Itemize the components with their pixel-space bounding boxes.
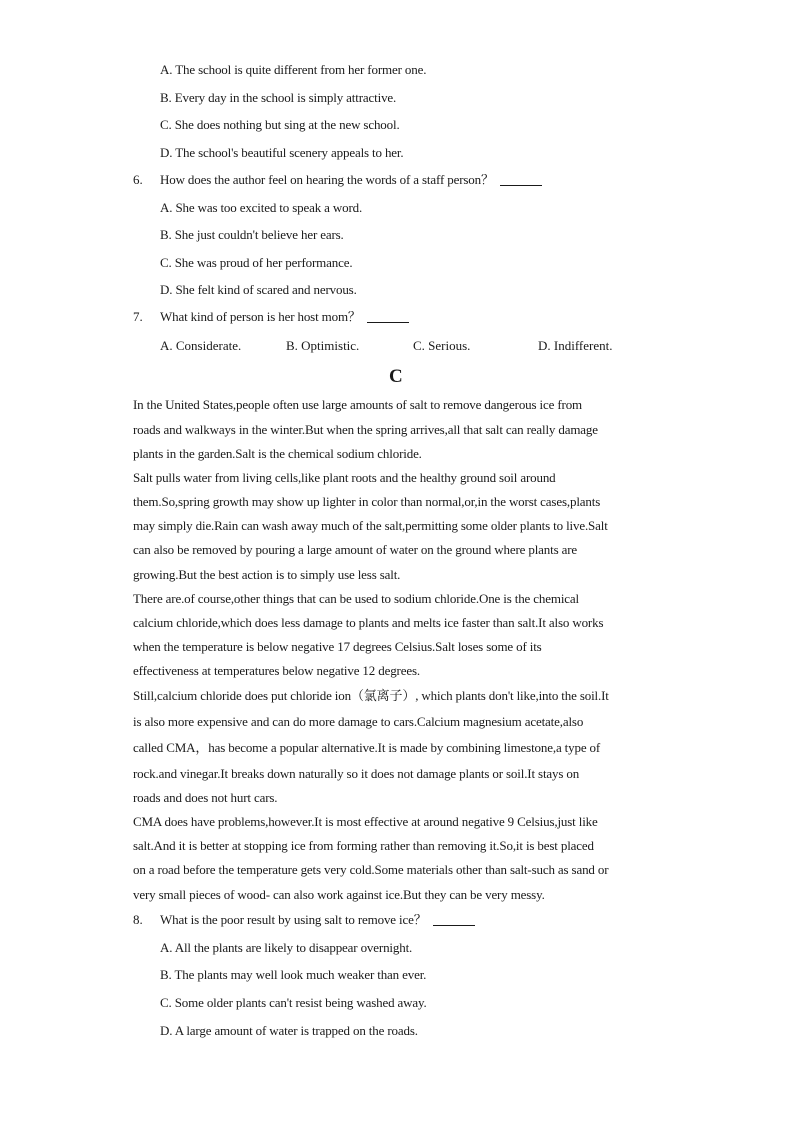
passage-line: may simply die.Rain can wash away much of the salt,permitting some older plants to live.Salt — [133, 518, 608, 533]
passage-line: Salt pulls water from living cells,like plant roots and the healthy ground soil around — [133, 470, 556, 485]
q8-number: 8. — [133, 912, 143, 927]
q7-option-d: D. Indifferent. — [538, 338, 613, 353]
passage-line: on a road before the temperature gets very cold.Some materials other than salt-such as sand or — [133, 862, 609, 877]
passage-line: In the United States,people often use large amounts of salt to remove dangerous ice from — [133, 397, 583, 412]
q7-text: What kind of person is her host mom？ — [160, 309, 361, 324]
passage-line: when the temperature is below negative 17 degrees Celsius.Salt loses some of its — [133, 639, 542, 654]
q8-answer-blank[interactable] — [433, 924, 475, 926]
passage-line: There are.of course,other things that can be used to sodium chloride.One is the chemical — [133, 591, 579, 606]
passage-line: Still,calcium chloride does put chloride ion（氯离子）, which plants don't like,into the soil.It — [133, 688, 609, 703]
section-heading: C — [389, 366, 403, 387]
q5-option-a: A. The school is quite different from her former one. — [160, 62, 427, 77]
q8-option-c: C. Some older plants can't resist being washed away. — [160, 995, 427, 1010]
q7-stem — [160, 308, 409, 326]
q8-option-b: B. The plants may well look much weaker than ever. — [160, 967, 427, 982]
q7-option-c: C. Serious. — [413, 338, 471, 353]
passage-line: roads and walkways in the winter.But when the spring arrives,all that salt can really damage — [133, 422, 598, 437]
q6-answer-blank[interactable] — [500, 184, 542, 186]
q7-answer-blank[interactable] — [367, 321, 409, 323]
passage-line: effectiveness at temperatures below negative 12 degrees. — [133, 663, 420, 678]
q7-option-a: A. Considerate. — [160, 338, 242, 353]
q5-option-c: C. She does nothing but sing at the new school. — [160, 117, 400, 132]
passage-line: roads and does not hurt cars. — [133, 790, 278, 805]
passage-line: salt.And it is better at stopping ice from forming rather than removing it.So,it is best placed — [133, 838, 594, 853]
q6-option-b: B. She just couldn't believe her ears. — [160, 227, 344, 242]
passage-line: growing.But the best action is to simply use less salt. — [133, 567, 401, 582]
q7-number: 7. — [133, 309, 143, 324]
passage-line: calcium chloride,which does less damage to plants and melts ice faster than salt.It also works — [133, 615, 604, 630]
q8-option-a: A. All the plants are likely to disappear overnight. — [160, 940, 413, 955]
q8-option-d: D. A large amount of water is trapped on the roads. — [160, 1023, 418, 1038]
q7-option-b: B. Optimistic. — [286, 338, 360, 353]
passage-line: can also be removed by pouring a large amount of water on the ground where plants are — [133, 542, 578, 557]
q6-number: 6. — [133, 172, 143, 187]
q5-option-b: B. Every day in the school is simply attractive. — [160, 90, 397, 105]
q5-option-d: D. The school's beautiful scenery appeals to her. — [160, 145, 404, 160]
q6-stem — [160, 171, 542, 189]
q8-text: What is the poor result by using salt to remove ice？ — [160, 912, 427, 927]
q6-text: How does the author feel on hearing the words of a staff person？ — [160, 172, 494, 187]
q6-option-d: D. She felt kind of scared and nervous. — [160, 282, 357, 297]
passage-line: is also more expensive and can do more damage to cars.Calcium magnesium acetate,also — [133, 714, 584, 729]
passage-line: CMA does have problems,however.It is most effective at around negative 9 Celsius,just like — [133, 814, 598, 829]
passage-line: plants in the garden.Salt is the chemical sodium chloride. — [133, 446, 422, 461]
q8-stem — [160, 911, 475, 929]
q6-option-c: C. She was proud of her performance. — [160, 255, 353, 270]
passage-line: them.So,spring growth may show up lighter in color than normal,or,in the worst cases,plants — [133, 494, 601, 509]
passage-line: very small pieces of wood- can also work against ice.But they can be very messy. — [133, 887, 545, 902]
passage-line: rock.and vinegar.It breaks down naturally so it does not damage plants or soil.It stays on — [133, 766, 580, 781]
passage-line: called CMA，has become a popular alternative.It is made by combining limestone,a type of — [133, 740, 601, 755]
q6-option-a: A. She was too excited to speak a word. — [160, 200, 363, 215]
